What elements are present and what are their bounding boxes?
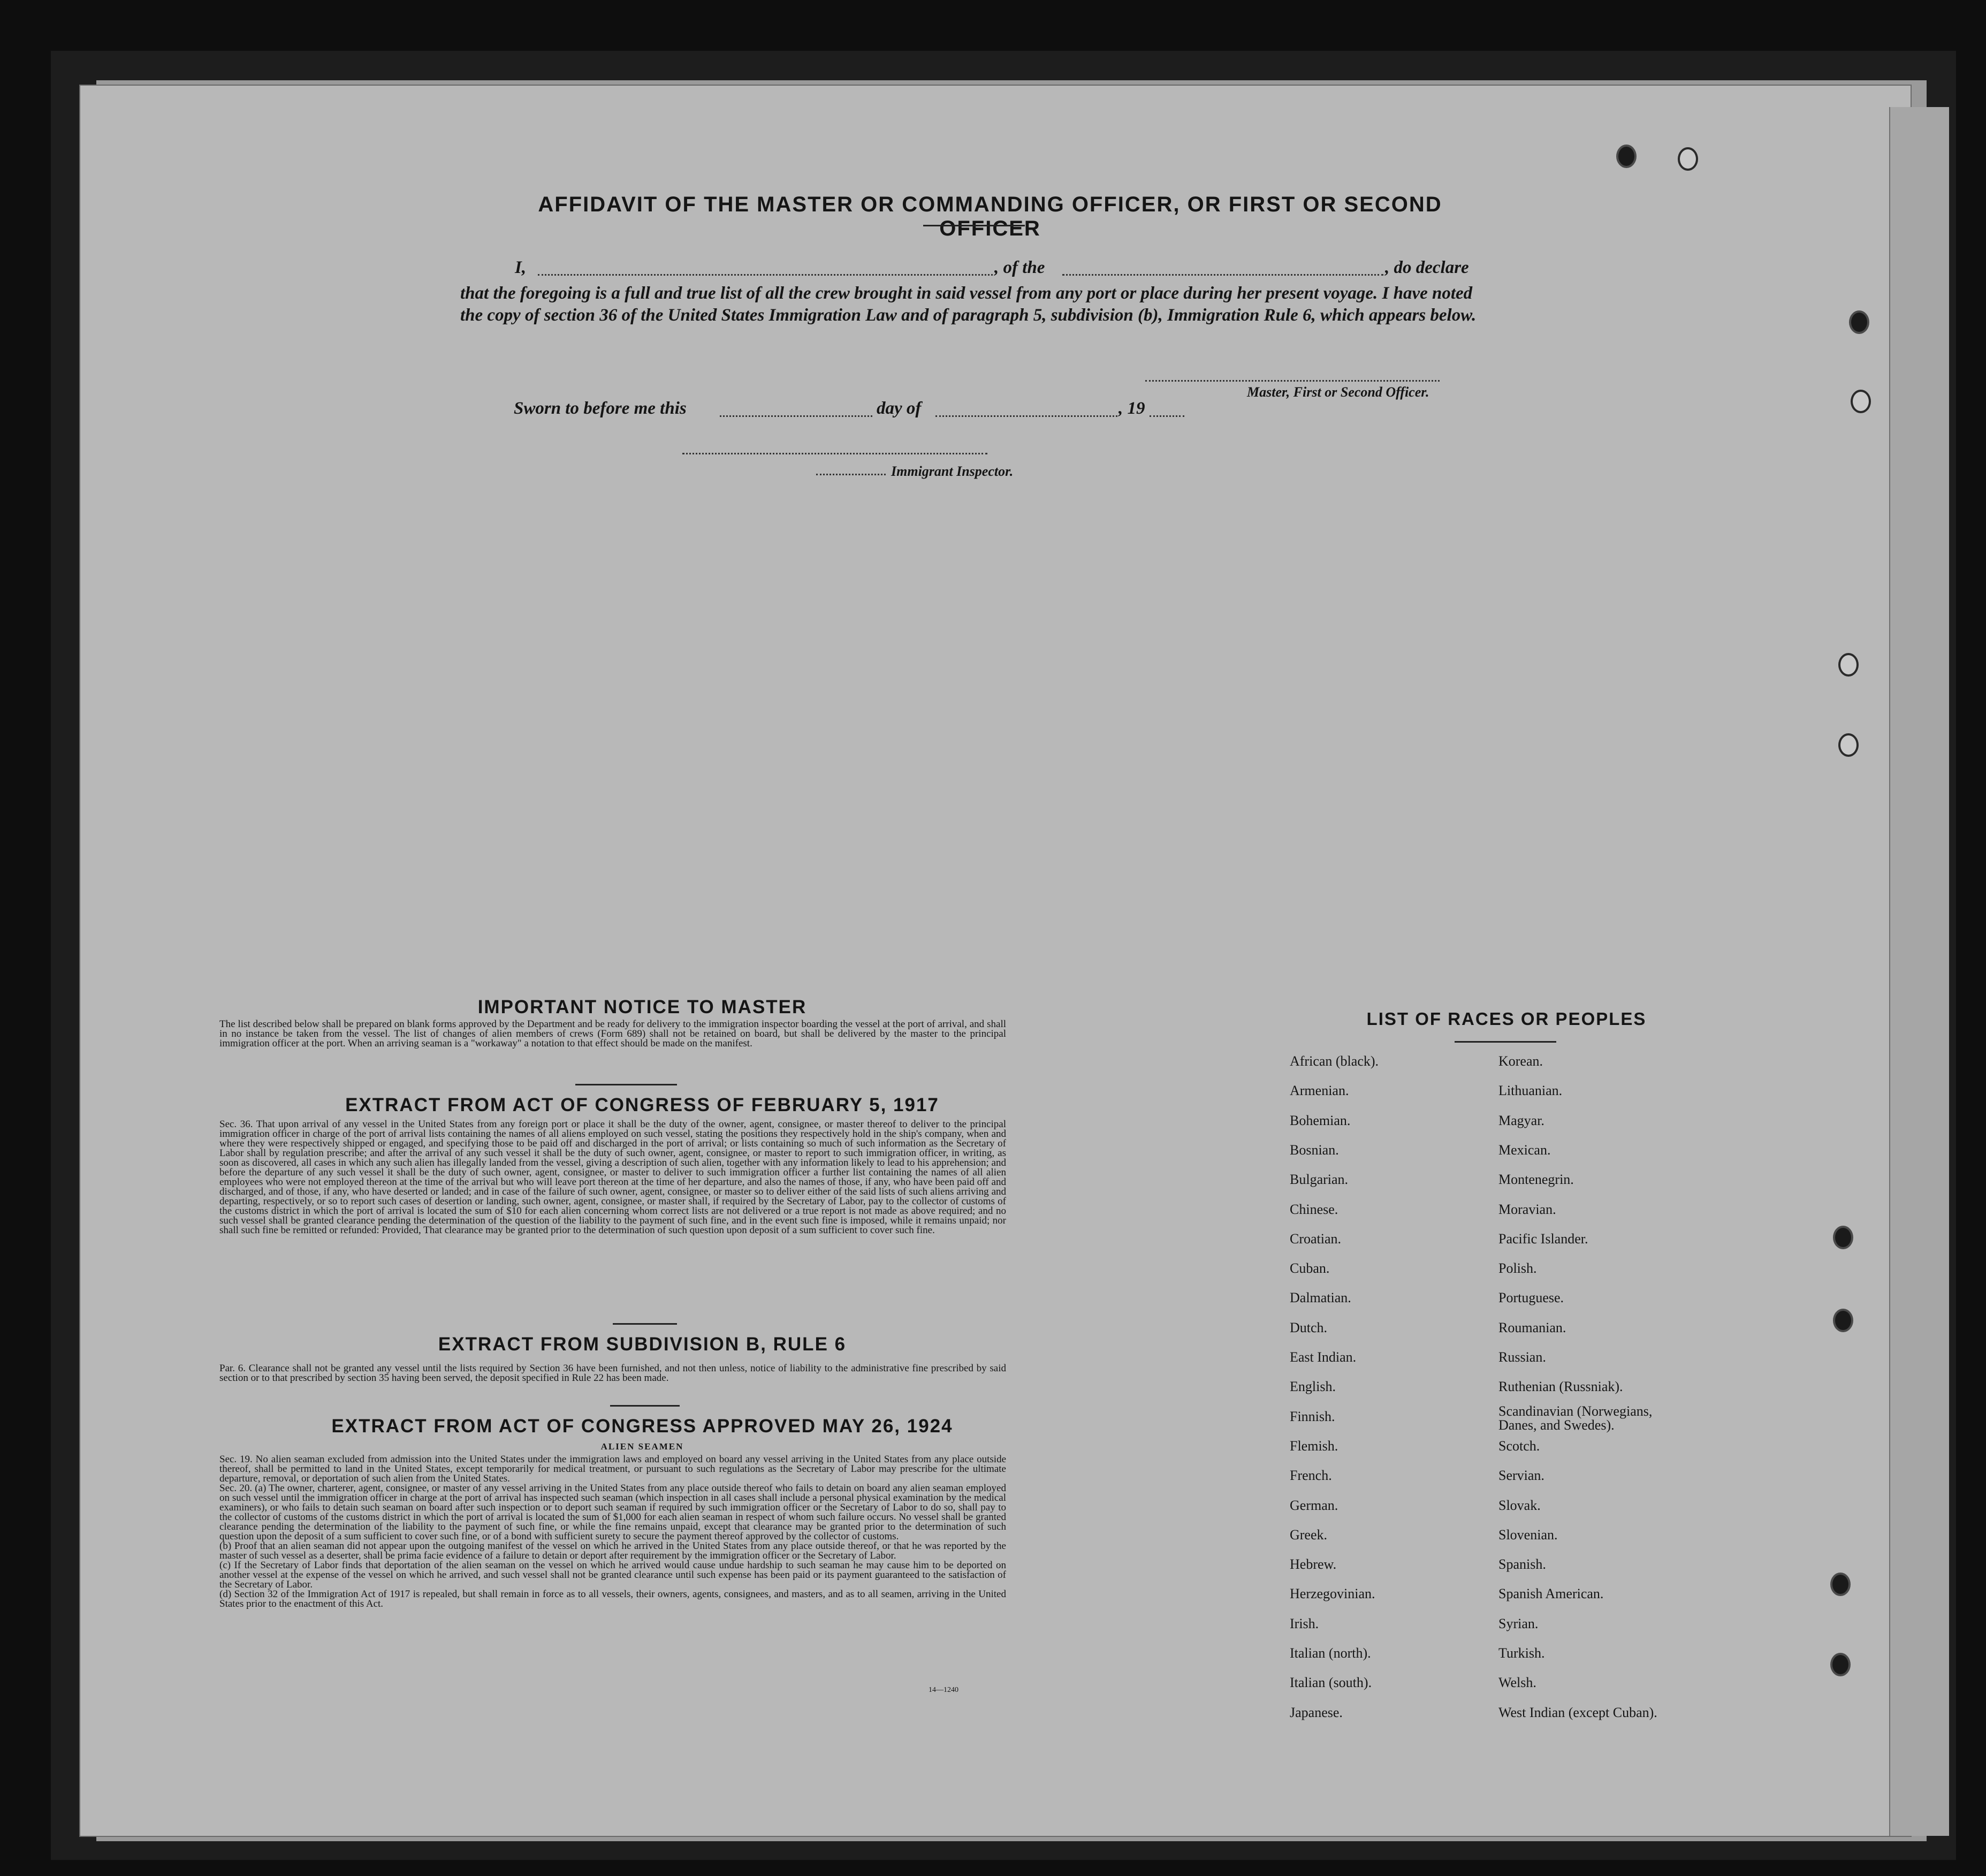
races-divider [1455,1041,1556,1043]
section-divider [575,1084,677,1085]
race-entry: Korean. [1498,1053,1543,1069]
form-number: 14—1240 [929,1686,958,1694]
sworn-day-field[interactable] [720,415,872,417]
affidavit-title: AFFIDAVIT OF THE MASTER OR COMMANDING OFFICER, OR FIRST OR SECOND OFFICER [538,193,1442,240]
race-entry: Spanish. [1498,1556,1546,1573]
alien-seamen-subtitle: ALIEN SEAMEN [600,1441,684,1452]
race-entry: Spanish American. [1498,1586,1604,1602]
punch-hole [1830,1653,1851,1676]
race-entry: Bohemian. [1290,1112,1351,1128]
sworn-day-of-label: day of [877,399,922,418]
race-entry: Bosnian. [1290,1142,1339,1158]
race-entry: German. [1290,1497,1338,1513]
race-entry: African (black). [1290,1053,1379,1069]
race-entry: Greek. [1290,1526,1328,1543]
punch-hole [1833,1309,1853,1332]
race-entry: Welsh. [1498,1675,1536,1691]
race-entry: East Indian. [1290,1349,1357,1365]
extract-rule6-text: Par. 6. Clearance shall not be granted any vessel until the lists required by Section 36 have been furnished, and not then unless, notice of liability to the administrative fine prescribed by said section or to that prescribed by section 35 having been served, the deposit specified in Rule 22 has been made. [219,1363,1006,1384]
punch-hole [1838,653,1859,677]
race-entry: Flemish. [1290,1438,1338,1454]
punch-hole [1616,145,1637,168]
sec-19-text: Sec. 19. No alien seaman excluded from admission into the United States under the immigration laws and employed on board any vessel arriving in the United States from any place outside thereof, shall be permitted to land in the United States, except temporarily for medical treatment, or pursuant to such regulations as the Secretary of Labor may prescribe for the ultimate departure, removal, or deportation of such alien from the United States. [219,1454,1006,1484]
race-entry: Herzegovinian. [1290,1586,1375,1602]
affidavit-i-label: I, [515,258,527,277]
race-entry: Moravian. [1498,1201,1556,1217]
sec-20d-text: (d) Section 32 of the Immigration Act of 1917 is repealed, but shall remain in force as to all vessels, their owners, agents, consignees, and masters, and as to all seamen, arriving in the United States prior to the enactment of this Act. [219,1589,1006,1609]
race-entry: Roumanian. [1498,1319,1566,1335]
race-entry: Dutch. [1290,1319,1328,1335]
sworn-month-field[interactable] [935,415,1117,417]
sworn-year-field[interactable] [1150,415,1184,417]
race-entry: Croatian. [1290,1231,1342,1247]
race-entry: English. [1290,1379,1336,1395]
punch-hole [1830,1573,1851,1596]
race-entry: Montenegrin. [1498,1172,1574,1188]
race-entry: Servian. [1498,1468,1544,1484]
declarant-name-field[interactable] [538,274,993,276]
extract-1924-body [219,1455,1006,1609]
notice-text: The list described below shall be prepared on blank forms approved by the Department and be ready for delivery to the immigration inspector boarding the vessel at the port of arrival, and shall in no instance be taken from the vessel. The list of changes of alien members of crews (Form 689) shall not be retained on board, but shall be delivered by the master to the principal immigration officer at the port. When an arriving seaman is a "workaway" a notation to that effect should be made on the manifest. [219,1019,1006,1049]
affidavit-statement: that the foregoing is a full and true list of all the crew brought in said vessel from any port or place during her present voyage. I have noted the copy of section 36 of the United States Immigration Law and of paragraph 5, subdivision (b), Immigration Rule 6, which appears below. [460,284,1477,325]
race-entry: Armenian. [1290,1083,1349,1099]
extract-1917-text: Sec. 36. That upon arrival of any vessel in the United States from any foreign port or place it shall be the duty of the owner, agent, consignee, or master thereof to deliver to the principal immigration officer in charge of the port of arrival lists containing the names of all aliens employed on such vessel, stating the positions they respectively hold in the ship's company, when and where they were respectively shipped or engaged, and specifying those to be paid off and discharged in the port of arrival; or lists containing so much of such information as the Secretary of Labor shall by regulation prescribe; and after the arrival of any such vessel it shall be the duty of such owner, agent, consignee, or master to report to such immigration officer, in writing, as soon as discovered, all cases in which any such alien has illegally landed from the vessel, giving a description of such alien, together with any information likely to lead to his apprehension; and before the departure of any such vessel it shall be the duty of such owner, agent, consignee, or master to deliver to such immigration officer a further list containing the names of all alien employees who were not employed thereon at the time of the arrival but who will leave port thereon at the time of her departure, and also the names of those, if any, who have been paid off and discharged, and of those, if any, who have deserted or landed; and in case of the failure of such owner, agent, consignee, or master so to deliver either of the said lists of such aliens arriving and departing, respectively, or so to report such cases of desertion or landing, such owner, agent, consignee, or master shall, if required by the Secretary of Labor, pay to the collector of customs of the customs district in which the port of arrival is located the sum of $10 for each alien concerning whom correct lists are not delivered or a true report is not made as above required; and no such vessel shall be granted clearance pending the determination of the question of the liability to the payment of such fine, and in the event such fine is imposed, while it remains unpaid; nor shall such fine be remitted or refunded: Provided, That clearance may be granted prior to the determination of such question upon deposit of a sum sufficient to cover such fine. [219,1119,1006,1236]
race-entry: Scotch. [1498,1438,1540,1454]
punch-hole [1838,733,1859,757]
master-signature-field[interactable] [1145,380,1440,382]
inspector-dotted-lead [816,474,886,475]
section-divider [613,1323,677,1325]
master-signature-label: Master, First or Second Officer. [1247,384,1429,400]
race-entry: Magyar. [1498,1112,1544,1128]
race-entry: Slovenian. [1498,1526,1558,1543]
sec-20c-text: (c) If the Secretary of Labor finds that deportation of the alien seaman on the vessel on which he arrived would cause undue hardship to such seaman he may cause him to be deported on another vessel at the expense of the vessel on which he arrived, and such vessel shall not be granted clearance until such expense has been paid or its payment guaranteed to the satisfaction of the Secretary of Labor. [219,1560,1006,1590]
inspector-signature-field[interactable] [682,453,987,454]
race-entry: Japanese. [1290,1704,1343,1720]
race-entry: Dalmatian. [1290,1290,1351,1306]
affidavit-declare-label: , do declare [1385,258,1469,277]
race-entry: Polish. [1498,1260,1537,1277]
race-entry: Bulgarian. [1290,1172,1349,1188]
extract-1924-title: EXTRACT FROM ACT OF CONGRESS APPROVED MAY 26, 1924 [331,1416,953,1437]
race-entry: Portuguese. [1498,1290,1564,1306]
races-title: LIST OF RACES OR PEOPLES [1366,1009,1647,1029]
sec-20a-text: Sec. 20. (a) The owner, charterer, agent, consignee, or master of any vessel arriving in the United States from any place outside thereof who fails to detain on board any alien seaman employed on such vessel until the immigration officer in charge at the port of arrival has inspected such seaman (which inspection in all cases shall include a personal physical examination by the medical examiners), or who fails to detain such seaman on board after such inspection or to deport such seaman if required by such immigration officer or the Secretary of Labor to do so, shall pay to the collector of customs of the customs district in which the port of arrival is located the sum of $1,000 for each alien seaman in respect of whom such failure occurs. No vessel shall be granted clearance pending the determination of the liability to the payment of such fine, or while the fine remains unpaid, except that clearance may be granted prior to the determination of such question upon the deposit of a sum sufficient to cover such fine, or of a bond with sufficient surety to secure the payment thereof approved by the collector of customs. [219,1483,1006,1542]
page-edge-strip [1889,107,1949,1836]
race-entry: Lithuanian. [1498,1083,1563,1099]
race-entry: West Indian (except Cuban). [1498,1704,1657,1720]
race-entry: Russian. [1498,1349,1546,1365]
race-entry: Finnish. [1290,1408,1335,1424]
race-entry: Hebrew. [1290,1556,1337,1573]
punch-hole [1849,310,1869,334]
race-entry: Slovak. [1498,1497,1541,1513]
race-entry: Cuban. [1290,1260,1330,1277]
race-entry: Pacific Islander. [1498,1231,1588,1247]
section-divider [610,1405,680,1407]
race-entry: Mexican. [1498,1142,1551,1158]
race-entry: French. [1290,1468,1332,1484]
race-entry: Scandinavian (Norwegians, Danes, and Swedes). [1498,1403,1653,1433]
sec-20b-text: (b) Proof that an alien seaman did not appear upon the outgoing manifest of the vessel on which he arrived in the United States from any place outside thereof, or that he was reported by the master of such vessel as a deserter, shall be prima facie evidence of a failure to detain or deport after requirement by the immigration officer or the Secretary of Labor. [219,1540,1006,1561]
race-entry: Chinese. [1290,1201,1338,1217]
race-entry: Turkish. [1498,1645,1545,1661]
extract-rule6-title: EXTRACT FROM SUBDIVISION B, RULE 6 [438,1334,847,1355]
punch-hole [1851,390,1871,413]
punch-hole [1833,1226,1853,1249]
affidavit-of-the-label: , of the [994,258,1045,277]
inspector-label: Immigrant Inspector. [891,464,1014,479]
sworn-year-label: , 19 [1118,399,1145,418]
race-entry: Syrian. [1498,1615,1539,1631]
title-divider [923,225,1025,226]
race-entry: Italian (south). [1290,1675,1372,1691]
punch-hole [1678,147,1698,171]
notice-title: IMPORTANT NOTICE TO MASTER [477,997,807,1017]
extract-1917-title: EXTRACT FROM ACT OF CONGRESS OF FEBRUARY 5, 1917 [345,1095,939,1115]
sworn-prefix: Sworn to before me this [514,399,687,418]
race-entry: Italian (north). [1290,1645,1371,1661]
vessel-name-field[interactable] [1062,274,1383,276]
race-entry: Ruthenian (Russniak). [1498,1379,1623,1395]
race-entry: Irish. [1290,1615,1319,1631]
